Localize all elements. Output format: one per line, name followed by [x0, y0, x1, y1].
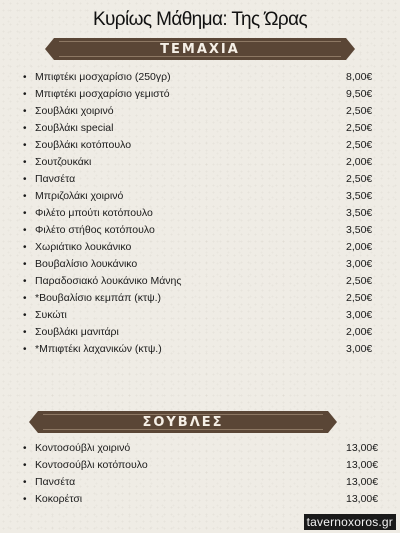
menu-item-price: 3,50€: [346, 190, 373, 202]
bullet-icon: •: [23, 327, 27, 338]
menu-item-name: Κοντοσούβλι χοιρινό: [35, 442, 131, 454]
menu-item: [0, 86, 400, 103]
bullet-icon: •: [23, 106, 27, 117]
menu-item-name: Φιλέτο στήθος κοτόπουλο: [35, 224, 155, 236]
bullet-icon: •: [23, 123, 27, 134]
menu-item-name: Μπριζολάκι χοιρινό: [35, 190, 124, 202]
menu-item-price: 3,50€: [346, 224, 373, 236]
menu-item-name: *Μπιφτέκι λαχανικών (κτψ.): [35, 343, 162, 355]
section-heading: ΤΕΜΑΧΙΑ: [160, 41, 240, 57]
menu-item: [0, 273, 400, 290]
bullet-icon: •: [23, 293, 27, 304]
menu-item: [0, 222, 400, 239]
menu-item: [0, 239, 400, 256]
menu-item-price: 13,00€: [346, 493, 379, 505]
menu-item: [0, 154, 400, 171]
menu-item: [0, 69, 400, 86]
menu-item-name: Μπιφτέκι μοσχαρίσιο γεμιστό: [35, 88, 170, 100]
menu-item-name: Πανσέτα: [35, 173, 76, 185]
menu-item: [0, 341, 400, 358]
menu-item-price: 2,50€: [346, 139, 373, 151]
menu-item-name: Σουβλάκι μανιτάρι: [35, 326, 119, 338]
bullet-icon: •: [23, 140, 27, 151]
menu-item: [0, 491, 400, 508]
bullet-icon: •: [23, 310, 27, 321]
bullet-icon: •: [23, 259, 27, 270]
menu-item-price: 2,00€: [346, 326, 373, 338]
menu-item-name: Πανσέτα: [35, 476, 76, 488]
menu-item: [0, 324, 400, 341]
menu-item-name: Συκώτι: [35, 309, 67, 321]
section-banner-temaxia: [54, 38, 346, 60]
menu-item-name: Φιλέτο μπούτι κοτόπουλο: [35, 207, 153, 219]
menu-item-name: Μπιφτέκι μοσχαρίσιο (250γρ): [35, 71, 171, 83]
menu-item-name: Σουτζουκάκι: [35, 156, 92, 168]
menu-item-price: 8,00€: [346, 71, 373, 83]
menu-item-name: Σουβλάκι χοιρινό: [35, 105, 114, 117]
bullet-icon: •: [23, 89, 27, 100]
menu-item-price: 2,50€: [346, 122, 373, 134]
menu-item-price: 2,50€: [346, 275, 373, 287]
bullet-icon: •: [23, 494, 27, 505]
menu-item-price: 13,00€: [346, 459, 379, 471]
menu-item-price: 2,00€: [346, 156, 373, 168]
menu-item-name: Κοντοσούβλι κοτόπουλο: [35, 459, 148, 471]
menu-item: [0, 474, 400, 491]
menu-item: [0, 290, 400, 307]
menu-item-name: Σουβλάκι special: [35, 122, 114, 134]
menu-list-temaxia: [0, 69, 400, 358]
menu-item: [0, 457, 400, 474]
menu-item-price: 13,00€: [346, 442, 379, 454]
menu-item-name: Χωριάτικο λουκάνικο: [35, 241, 132, 253]
menu-item-price: 2,50€: [346, 173, 373, 185]
menu-item: [0, 188, 400, 205]
bullet-icon: •: [23, 344, 27, 355]
menu-item-name: Σουβλάκι κοτόπουλο: [35, 139, 132, 151]
website-watermark: tavernoxoros.gr: [304, 514, 396, 530]
menu-item-name: Κοκορέτσι: [35, 493, 83, 505]
menu-item: [0, 171, 400, 188]
bullet-icon: •: [23, 225, 27, 236]
menu-item: [0, 103, 400, 120]
menu-item: [0, 440, 400, 457]
menu-item: [0, 205, 400, 222]
menu-item-price: 13,00€: [346, 476, 379, 488]
menu-item-price: 2,00€: [346, 241, 373, 253]
page-title: Κυρίως Μάθημα: Της Ώρας: [92, 9, 308, 30]
bullet-icon: •: [23, 276, 27, 287]
menu-item: [0, 120, 400, 137]
menu-item-price: 3,50€: [346, 207, 373, 219]
menu-item-name: *Βουβαλίσιο κεμπάπ (κτψ.): [35, 292, 162, 304]
menu-item-price: 9,50€: [346, 88, 373, 100]
bullet-icon: •: [23, 72, 27, 83]
menu-item-name: Παραδοσιακό λουκάνικο Μάνης: [35, 275, 182, 287]
menu-item: [0, 256, 400, 273]
bullet-icon: •: [23, 208, 27, 219]
menu-item: [0, 307, 400, 324]
section-banner-souvles: [38, 411, 328, 433]
bullet-icon: •: [23, 477, 27, 488]
menu-item-price: 3,00€: [346, 258, 373, 270]
section-heading: ΣΟΥΒΛΕΣ: [142, 414, 224, 430]
menu-item-price: 2,50€: [346, 105, 373, 117]
bullet-icon: •: [23, 242, 27, 253]
bullet-icon: •: [23, 157, 27, 168]
menu-item-price: 3,00€: [346, 309, 373, 321]
menu-item-name: Βουβαλίσιο λουκάνικο: [35, 258, 138, 270]
menu-item-price: 2,50€: [346, 292, 373, 304]
bullet-icon: •: [23, 174, 27, 185]
menu-item: [0, 137, 400, 154]
bullet-icon: •: [23, 460, 27, 471]
bullet-icon: •: [23, 191, 27, 202]
menu-item-price: 3,00€: [346, 343, 373, 355]
menu-list-souvles: [0, 440, 400, 508]
bullet-icon: •: [23, 443, 27, 454]
